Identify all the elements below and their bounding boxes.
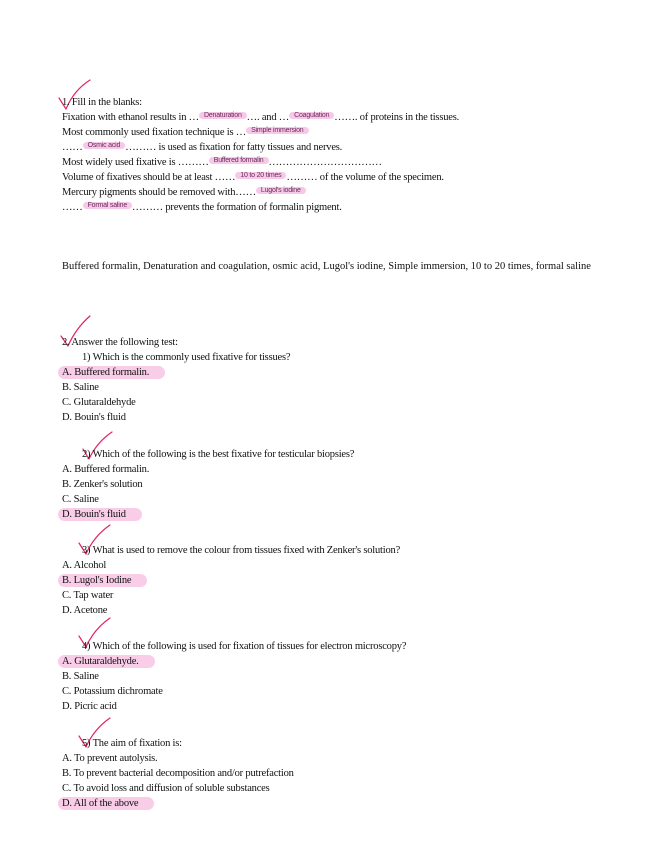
question-stem: 5) The aim of fixation is:: [82, 738, 182, 749]
marked-answer: A. Buffered formalin.: [58, 366, 165, 379]
marked-answer: D. All of the above: [58, 797, 154, 810]
q1-line-7: …… $^{Formal saline}$ ……… prevents the formation of formalin pigment.: [62, 202, 342, 213]
option-a: A. Buffered formalin.: [62, 464, 150, 475]
option-c: C. Tap water: [62, 590, 114, 601]
q1-line-3: …… $^{Osmic acid}$ ……… is used as fixation for fatty tissues and nerves.: [62, 142, 343, 153]
question-stem: 4) Which of the following is used for fixation of tissues for electron microscopy?: [82, 641, 407, 652]
option-a: A. To prevent autolysis.: [62, 753, 158, 764]
option-d: D. Bouin's fluid: [62, 412, 126, 423]
q1-line-4: Most widely used fixative is ……… $^{Buffered formalin}$ ……………………………: [62, 157, 382, 168]
q2-title: 2. Answer the following test:: [62, 337, 178, 348]
answer-fill: Lugol's iodine: [256, 187, 306, 194]
q1-line-2: Most commonly used fixation technique is … $^{Simple immersion}$: [62, 126, 309, 140]
answer-fill: Osmic acid: [83, 142, 126, 149]
marked-answer: B. Lugol's Iodine: [58, 574, 147, 587]
option-d: [62, 508, 142, 521]
option-b: B. Saline: [62, 382, 99, 393]
answer-fill: 10 to 20 times: [235, 172, 286, 179]
q1-line-6: Mercury pigments should be removed with…… $^{Lugol's iodine}$: [62, 186, 306, 200]
option-b: B. To prevent bacterial decomposition and/or putrefaction: [62, 768, 294, 779]
answer-fill: Simple immersion: [246, 127, 308, 134]
option-c: C. Potassium dichromate: [62, 686, 163, 697]
question-stem: 2) Which of the following is the best fixative for testicular biopsies?: [82, 449, 355, 460]
option-b: [62, 574, 147, 587]
option-c: C. Saline: [62, 494, 99, 505]
option-b: B. Saline: [62, 671, 99, 682]
option-c: C. Glutaraldehyde: [62, 397, 136, 408]
answer-fill: Buffered formalin: [209, 157, 269, 164]
option-a: [62, 655, 155, 668]
question-stem: 1) Which is the commonly used fixative for tissues?: [82, 352, 291, 363]
answer-fill: Denaturation: [199, 112, 247, 119]
answer-fill: Coagulation: [289, 112, 334, 119]
question-stem: 3) What is used to remove the colour from tissues fixed with Zenker's solution?: [82, 545, 401, 556]
option-c: C. To avoid loss and diffusion of soluble substances: [62, 783, 270, 794]
q1-line-1: Fixation with ethanol results in … $^{Denaturation}$ …. and … $^{Coagulation}$ ……. of proteins in the tissues.: [62, 112, 460, 123]
word-bank: Buffered formalin, Denaturation and coagulation, osmic acid, Lugol's iodine, Simple immersion, 10 to 20 times, formal saline: [62, 261, 591, 272]
option-d: [62, 797, 154, 810]
option-a: A. Alcohol: [62, 560, 107, 571]
q1-line-5: Volume of fixatives should be at least …… $^{10 to 20 times}$ ……… of the volume of the specimen.: [62, 172, 444, 183]
option-a: [62, 366, 165, 379]
option-d: D. Acetone: [62, 605, 108, 616]
marked-answer: D. Bouin's fluid: [58, 508, 142, 521]
q1-title: 1. Fill in the blanks:: [62, 97, 142, 108]
option-b: B. Zenker's solution: [62, 479, 143, 490]
marked-answer: A. Glutaraldehyde.: [58, 655, 155, 668]
answer-fill: Formal saline: [83, 202, 132, 209]
option-d: D. Picric acid: [62, 701, 117, 712]
